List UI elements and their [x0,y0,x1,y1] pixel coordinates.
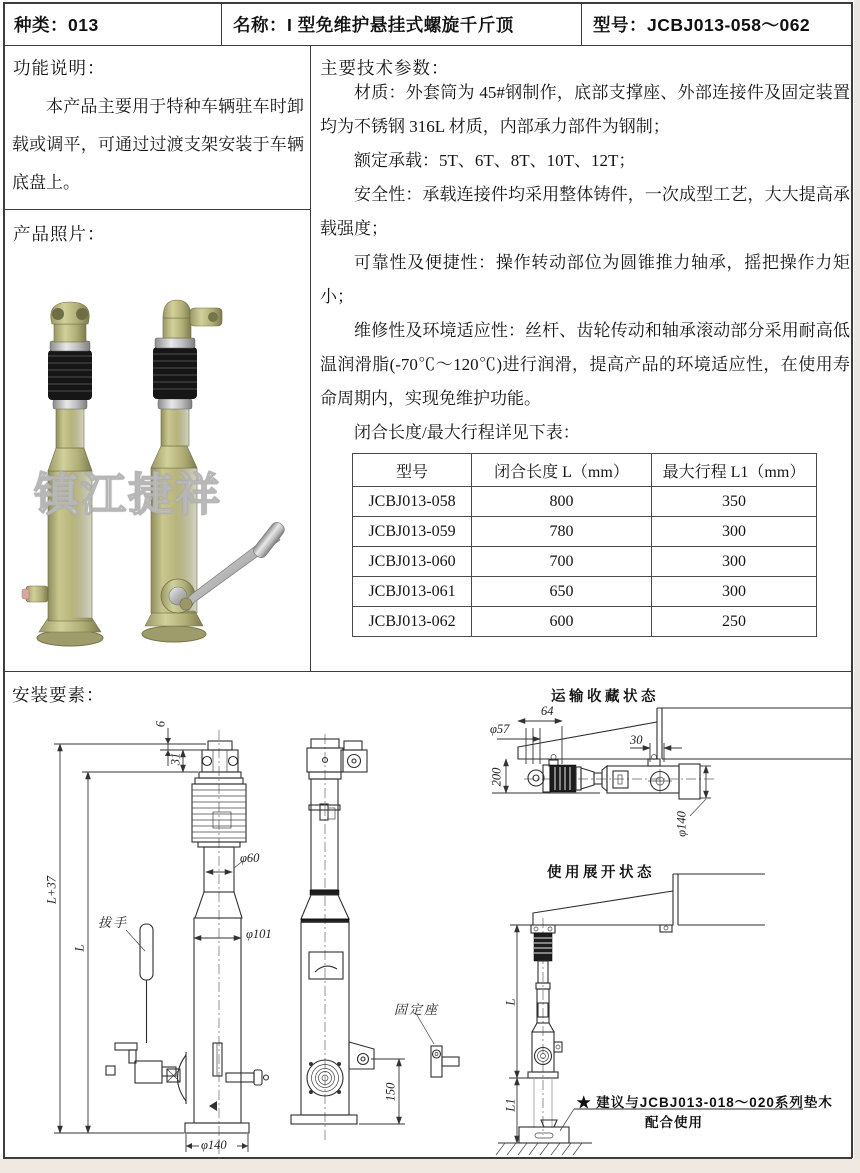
col-header-closed-length: 闭合长度 L（mm） [472,454,652,487]
header-cell-name [233,3,573,45]
dim-6: 6 [153,720,168,728]
tech-paragraph: 材质：外套筒为 45#钢制作，底部支撑座、外部连接件及固定装置均为不锈钢 316L 材质，内部承力部件为钢制； [320,83,850,136]
table-row [353,547,817,577]
installation-drawing [0,671,860,1158]
deployed-view-title: 使用展开状态 [547,865,655,881]
left-cell-divider [3,209,310,210]
cell-model: JCBJ013-061 [353,577,472,607]
cell-max-stroke: 300 [652,577,817,607]
table-row [353,577,817,607]
spec-table-header-row [353,454,817,487]
photo-watermark: 镇江捷祥 [34,470,223,520]
column-divider [310,45,311,672]
header-cell-category [14,3,214,45]
function-body: 本产品主要用于特种车辆驻车时卸载或调平，可通过过渡支架安装于车辆底盘上。 [12,97,304,192]
dim-31: 31 [168,752,183,766]
tech-paragraphs [320,76,850,450]
spec-table [352,453,817,637]
photo-title: 产品照片： [13,224,106,244]
cell-max-stroke: 350 [652,487,817,517]
cell-model: JCBJ013-059 [353,517,472,547]
col-header-max-stroke: 最大行程 L1（mm） [652,454,817,487]
table-row [353,517,817,547]
tech-paragraph: 安全性：承载连接件均采用整体铸件，一次成型工艺，大大提高承载强度； [320,185,850,238]
model-text: 型号：JCBJ013-058～062 [593,14,811,35]
cell-max-stroke: 300 [652,547,817,577]
cell-closed-length: 600 [472,607,652,637]
scan-edge-bottom [0,1159,860,1173]
dim-phi57: φ57 [490,722,510,736]
cell-closed-length: 700 [472,547,652,577]
table-row [353,607,817,637]
header-cell-model [593,3,848,45]
header-divider-2 [581,2,582,45]
tech-title: 主要技术参数： [320,58,450,78]
tech-paragraph: 额定承载：5T、6T、8T、10T、12T； [354,151,636,170]
header-divider-1 [221,2,222,45]
dim-150: 150 [383,1082,398,1102]
side-view-drawing [291,734,459,1140]
cell-closed-length: 800 [472,487,652,517]
dim-200: 200 [489,767,504,787]
cell-model: JCBJ013-058 [353,487,472,517]
dim-l-plus-37: L+37 [44,876,59,904]
cell-closed-length: 650 [472,577,652,607]
label-mount-seat: 固定座 [394,1002,440,1017]
tech-paragraph: 可靠性及便捷性：操作转动部位为圆锥推力轴承，摇把操作力矩小； [320,253,850,306]
cell-model: JCBJ013-060 [353,547,472,577]
dim-phi140-transport: φ140 [674,811,689,837]
dim-64: 64 [541,704,554,718]
label-handle: 拔手 [98,915,129,930]
pad-note-line2: 配合使用 [645,1115,703,1130]
table-row [353,487,817,517]
name-text: 名称：I 型免维护悬挂式螺旋千斤顶 [233,14,514,35]
header-divider-bottom [3,45,852,46]
cell-model: JCBJ013-062 [353,607,472,637]
dim-phi140-front: φ140 [201,1138,227,1152]
transport-view-title: 运输收藏状态 [551,689,659,705]
function-title: 功能说明： [13,58,106,78]
col-header-model: 型号 [353,454,472,487]
cell-closed-length: 780 [472,517,652,547]
tech-paragraph: 维修性及环境适应性：丝杆、齿轮传动和轴承滚动部分采用耐高低温润滑脂(-70℃～120℃)进行润滑，提高产品的环境适应性，在使用寿命周期内，实现免维护功能。 [320,321,850,408]
cell-max-stroke: 250 [652,607,817,637]
transport-view-drawing [489,708,852,816]
product-photo [22,256,298,656]
dim-phi101: φ101 [246,927,272,941]
dim-l-front: L [72,944,87,952]
dim-l1-deployed: L1 [503,1098,518,1112]
tech-paragraph: 闭合长度/最大行程详见下表： [354,423,580,442]
dim-phi60: φ60 [240,851,260,865]
pad-note-line1: ★ 建议与JCBJ013-018～020系列垫木 [577,1095,833,1110]
cell-max-stroke: 300 [652,517,817,547]
dim-30: 30 [630,733,643,747]
category-text: 种类：013 [14,14,99,35]
install-title: 安装要素： [12,685,105,705]
dim-l-deployed: L [503,998,518,1006]
